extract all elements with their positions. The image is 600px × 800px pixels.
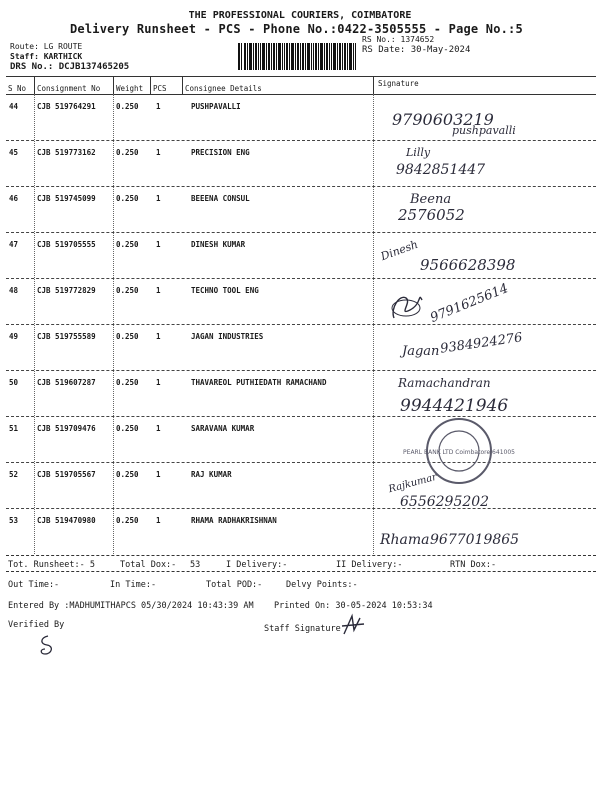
row-divider — [6, 324, 596, 325]
row-weight: 0.250 — [116, 194, 139, 203]
company-title: THE PROFESSIONAL COURIERS, COIMBATORE — [188, 10, 412, 21]
row-pcs: 1 — [156, 470, 161, 479]
row-consignment: CJB 519772829 — [37, 286, 96, 295]
col-divider — [150, 76, 151, 94]
row-consignment: CJB 519773162 — [37, 148, 96, 157]
drs-label: DRS No.: DCJB137465205 — [10, 62, 130, 72]
signature-number: 9790603219 — [392, 110, 494, 129]
signature-number: 9791625614 — [428, 281, 511, 326]
row-sno: 53 — [9, 516, 19, 525]
runsheet-title: Delivery Runsheet - PCS - Phone No.:0422-3505555 - Page No.:5 — [70, 22, 523, 36]
row-divider — [6, 370, 596, 371]
row-divider — [6, 462, 596, 463]
rs-date-label: RS Date: 30-May-2024 — [362, 45, 471, 55]
total-dox-value: 53 — [190, 560, 201, 570]
total-dox-label: Total Dox:- — [120, 560, 177, 570]
signature-number: 9842851447 — [396, 162, 486, 178]
row-consignment: CJB 519705555 — [37, 240, 96, 249]
barcode-icon — [238, 43, 356, 70]
row-weight: 0.250 — [116, 286, 139, 295]
signature-number: 9384924276 — [439, 330, 524, 357]
col-consignment: Consignment No — [37, 84, 101, 93]
row-consignee: TECHNO TOOL ENG — [191, 286, 259, 295]
row-weight: 0.250 — [116, 470, 139, 479]
tot-runsheet: Tot. Runsheet:- 5 — [8, 560, 95, 570]
signature-number: 9944421946 — [400, 396, 509, 416]
row-pcs: 1 — [156, 148, 161, 157]
col-weight: Weight — [116, 84, 144, 93]
in-time: In Time:- — [110, 580, 157, 590]
entered-by: Entered By :MADHUMITHAPCS 05/30/2024 10:43:39 AM — [8, 601, 254, 611]
col-divider — [182, 76, 183, 94]
row-sno: 51 — [9, 424, 19, 433]
verifier-signature-scribble-icon — [36, 634, 58, 658]
row-divider — [6, 416, 596, 417]
staff-signature-scribble-icon — [340, 612, 366, 638]
col-sno: S No — [8, 84, 27, 93]
signature-name: Ramachandran — [398, 376, 491, 390]
staff-signature: Staff Signature — [264, 624, 341, 634]
footer-divider — [6, 571, 596, 572]
row-pcs: 1 — [156, 378, 161, 387]
col-divider — [34, 94, 35, 554]
row-consignee: RHAMA RADHAKRISHNAN — [191, 516, 277, 525]
signature-name: Rajkumar — [387, 471, 439, 496]
verified-by: Verified By — [8, 620, 65, 630]
rs-no-label: RS No.: 1374652 — [362, 35, 435, 44]
row-weight: 0.250 — [116, 332, 139, 341]
row-consignment: CJB 519705567 — [37, 470, 96, 479]
row-consignee: THAVAREOL PUTHIEDATH RAMACHAND — [191, 378, 327, 387]
company-stamp-icon — [403, 416, 515, 486]
col-pcs: PCS — [153, 84, 167, 93]
row-weight: 0.250 — [116, 424, 139, 433]
col-divider — [373, 94, 374, 554]
col-signature: Signature — [378, 79, 419, 88]
row-consignee: PRECISION ENG — [191, 148, 250, 157]
col-divider — [34, 76, 35, 94]
col-divider — [113, 94, 114, 554]
row-consignee: DINESH KUMAR — [191, 240, 246, 249]
row-consignee: BEEENA CONSUL — [191, 194, 250, 203]
row-pcs: 1 — [156, 332, 161, 341]
row-consignee: SARAVANA KUMAR — [191, 424, 255, 433]
row-weight: 0.250 — [116, 378, 139, 387]
signature-number: 9566628398 — [420, 256, 516, 274]
row-divider — [6, 508, 596, 509]
row-consignment: CJB 519745099 — [37, 194, 96, 203]
row-sno: 45 — [9, 148, 19, 157]
total-pod: Total POD:- — [206, 580, 263, 590]
staff-label: Staff: KARTHICK — [10, 52, 83, 61]
col-consignee: Consignee Details — [185, 84, 262, 93]
row-pcs: 1 — [156, 102, 161, 111]
table-header-border — [6, 94, 596, 95]
row-weight: 0.250 — [116, 102, 139, 111]
row-weight: 0.250 — [116, 516, 139, 525]
signature-name: Jagan — [402, 344, 440, 359]
signature-name: Beena — [410, 192, 452, 207]
table-top-border — [6, 76, 596, 77]
row-divider — [6, 140, 596, 141]
row-consignment: CJB 519709476 — [37, 424, 96, 433]
row-divider — [6, 186, 596, 187]
row-sno: 44 — [9, 102, 19, 111]
signature-name: Rhama — [380, 532, 430, 548]
out-time: Out Time:- — [8, 580, 60, 590]
route-label: Route: LG ROUTE — [10, 42, 83, 51]
row-sno: 46 — [9, 194, 19, 203]
row-sno: 52 — [9, 470, 19, 479]
row-divider — [6, 232, 596, 233]
row-consignment: CJB 519755589 — [37, 332, 96, 341]
delvy-points: Delvy Points:- — [286, 580, 358, 590]
row-sno: 49 — [9, 332, 19, 341]
col-divider — [373, 76, 374, 94]
row-consignee: PUSHPAVALLI — [191, 102, 241, 111]
row-pcs: 1 — [156, 424, 161, 433]
signature-number: 2576052 — [398, 206, 465, 224]
row-pcs: 1 — [156, 194, 161, 203]
row-consignee: RAJ KUMAR — [191, 470, 232, 479]
col-divider — [113, 76, 114, 94]
row-consignee: JAGAN INDUSTRIES — [191, 332, 264, 341]
signature-name: Lilly — [406, 146, 431, 159]
i-delivery: I Delivery:- — [226, 560, 288, 570]
signature-number: 9677019865 — [430, 532, 520, 548]
printed-on: Printed On: 30-05-2024 10:53:34 — [274, 601, 433, 611]
row-consignment: CJB 519607287 — [37, 378, 96, 387]
signature-scribble-icon — [388, 288, 428, 324]
row-sno: 50 — [9, 378, 19, 387]
signature-number: 6556295202 — [400, 494, 490, 510]
row-divider — [6, 278, 596, 279]
row-sno: 48 — [9, 286, 19, 295]
table-bottom-border — [6, 555, 596, 556]
row-consignment: CJB 519470980 — [37, 516, 96, 525]
row-weight: 0.250 — [116, 240, 139, 249]
signature-name: pushpavalli — [452, 124, 516, 137]
rtn-dox: RTN Dox:- — [450, 560, 497, 570]
row-pcs: 1 — [156, 240, 161, 249]
row-pcs: 1 — [156, 516, 161, 525]
row-consignment: CJB 519764291 — [37, 102, 96, 111]
signature-name: Dinesh — [378, 237, 420, 264]
row-pcs: 1 — [156, 286, 161, 295]
row-weight: 0.250 — [116, 148, 139, 157]
row-sno: 47 — [9, 240, 19, 249]
stamp-text: PEARL BANK LTD Coimbatore 641005 — [403, 449, 515, 456]
ii-delivery: II Delivery:- — [336, 560, 403, 570]
